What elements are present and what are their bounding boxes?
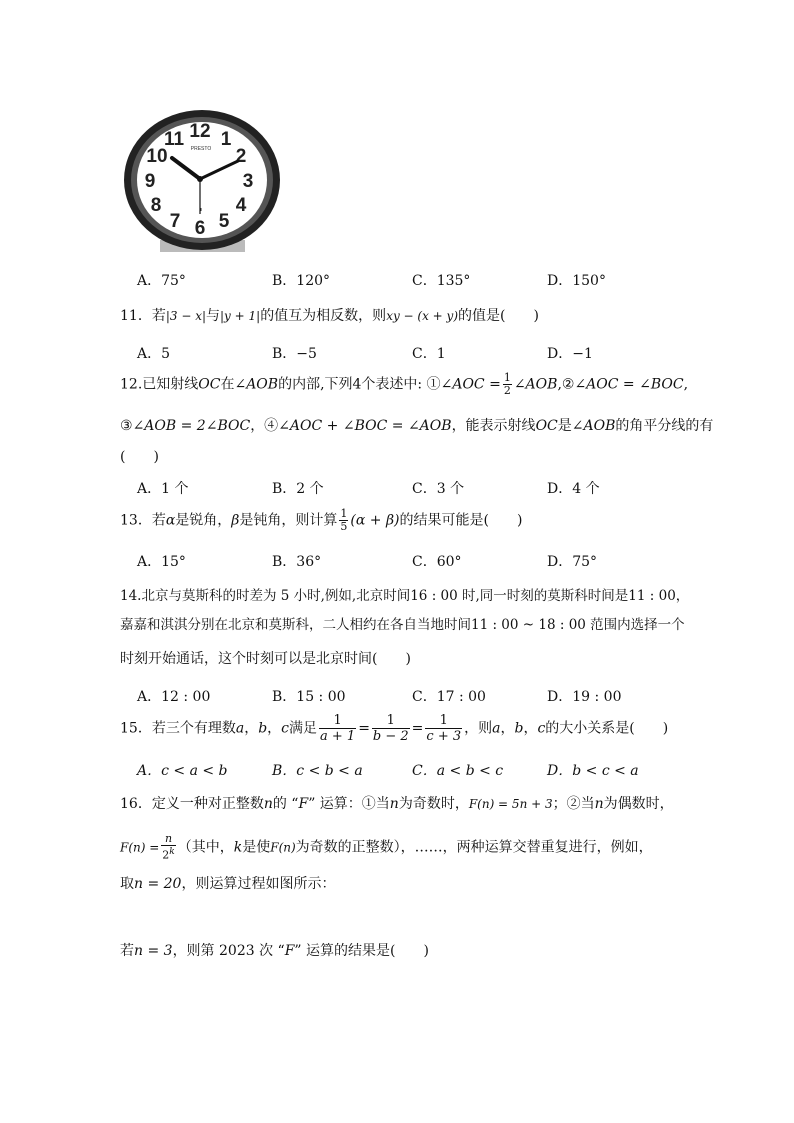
frac-base: 2 — [162, 848, 170, 862]
q12-t: 12.已知射线 — [120, 376, 199, 393]
q13-option-c: C．60° — [412, 554, 462, 570]
q12-t: ,② — [557, 376, 575, 393]
frac-num: 1 — [425, 713, 462, 729]
frac-den: a + 1 — [320, 729, 356, 744]
q12-oc: OC — [198, 376, 221, 393]
q11-expr3: xy − (x + y) — [386, 309, 459, 323]
q12-t: ③ — [120, 418, 133, 434]
clock-num-4: 4 — [235, 195, 247, 216]
clock-num-12: 12 — [189, 121, 211, 142]
clock-num-8: 8 — [150, 195, 162, 216]
q15-t: 15．若三个有理数 — [120, 720, 236, 737]
clock-num-5: 5 — [218, 211, 230, 232]
q15-t: ， — [523, 720, 538, 737]
q11-option-c: C．1 — [412, 346, 446, 362]
q14-option-d: D．19 : 00 — [547, 689, 622, 705]
q11-text2: 的值互为相反数，则 — [260, 308, 387, 324]
clock-num-11: 11 — [163, 129, 185, 150]
q13-option-b: B．36° — [272, 554, 322, 570]
q12-option-c: C．3 个 — [412, 481, 465, 497]
frac-num: 1 — [372, 713, 410, 729]
q15-fraction-3 — [425, 713, 462, 744]
clock-num-7: 7 — [169, 211, 181, 232]
q15-t: ， — [500, 720, 515, 737]
q16-t: 的 “ — [272, 796, 299, 812]
q15-option-c: C．a < b < c — [412, 763, 504, 779]
q11-stem — [120, 305, 539, 325]
q11-option-b: B．−5 — [272, 346, 317, 362]
clock-image — [120, 108, 285, 258]
q11-expr1: |3 − x| — [165, 309, 206, 323]
q11-num: 11．若 — [120, 308, 166, 324]
q12-fraction — [503, 372, 512, 397]
q15-option-a: A．c < a < b — [137, 763, 228, 779]
q12-line3: ( ) — [120, 449, 159, 465]
q16-var: F — [298, 796, 309, 812]
q15-fraction-1 — [319, 713, 356, 744]
q14-line3: 时刻开始通话，这个时刻可以是北京时间( ) — [120, 651, 411, 667]
q12-angle: ∠AOB — [571, 418, 616, 434]
q12-t: ，能表示射线 — [451, 418, 536, 434]
q13-fraction — [339, 508, 348, 533]
q16-t: ” 运算的结果是( ) — [294, 943, 429, 959]
q16-line4 — [120, 940, 429, 960]
q15-t: 满足 — [289, 720, 317, 737]
q12-option-b: B．2 个 — [272, 481, 324, 497]
q16-t: 16．定义一种对正整数 — [120, 796, 264, 812]
q16-expr: F(n) — [270, 840, 296, 855]
q16-t: 为奇数时， — [398, 796, 469, 812]
q12-t: ，④ — [250, 418, 279, 434]
q11-expr2: |y + 1| — [220, 309, 261, 323]
q15-t: ，则 — [464, 720, 493, 737]
q13-t: 是钝角，则计算 — [239, 512, 338, 529]
q13-beta: β — [231, 512, 240, 529]
frac-num: 1 — [340, 507, 348, 520]
clock-num-6: 6 — [194, 218, 206, 239]
q12-angle: ∠AOB — [234, 376, 279, 393]
frac-num: n — [161, 833, 175, 846]
q15-var: a — [492, 720, 501, 737]
clock-num-3: 3 — [242, 171, 254, 192]
clock-num-10: 10 — [146, 146, 168, 167]
q16-t: 是使 — [242, 839, 271, 856]
q12-t: 的角平分线的有 — [615, 418, 714, 434]
q12-expr: ∠AOB = 2∠BOC — [132, 418, 251, 434]
q15-t: ， — [267, 720, 282, 737]
q15-var: b — [514, 720, 524, 737]
q15-var: b — [258, 720, 268, 737]
q16-fraction — [161, 833, 175, 862]
q16-t: 为奇数的正整数），……，两种运算交替重复进行，例如， — [295, 839, 653, 856]
q12-t: , — [683, 376, 689, 393]
q16-t: 取 — [120, 876, 134, 892]
q12-expr: ∠AOC = — [440, 376, 501, 393]
q15-t: 的大小关系是( ) — [545, 720, 669, 737]
q14-option-a: A．12 : 00 — [137, 689, 211, 705]
q16-expr: F(n) = — [120, 840, 160, 855]
q14-option-b: B．15 : 00 — [272, 689, 346, 705]
q16-var: n — [594, 796, 604, 812]
q16-line1 — [120, 793, 674, 813]
frac-den: c + 3 — [426, 729, 462, 744]
q12-line2 — [120, 415, 713, 435]
q16-expr: n = 3 — [134, 943, 173, 959]
q16-var: F — [284, 943, 295, 959]
q10-option-d: D．150° — [547, 273, 606, 289]
frac-den: 2 — [503, 384, 511, 397]
q12-t: 在 — [220, 376, 235, 393]
q16-line3 — [120, 873, 335, 893]
frac-den — [161, 846, 175, 862]
q12-t: 的内部,下列4个表述中: ① — [278, 376, 441, 393]
clock-brand: PRESTO — [190, 146, 212, 152]
q16-t: 若 — [120, 943, 134, 959]
q12-line1 — [120, 372, 688, 397]
q12-oc: OC — [535, 418, 558, 434]
q12-option-d: D．4 个 — [547, 481, 600, 497]
q15-option-d: D．b < c < a — [547, 763, 639, 779]
clock-num-9: 9 — [144, 171, 156, 192]
q15-var: a — [235, 720, 245, 737]
q16-t: 为偶数时， — [603, 796, 674, 812]
q15-option-b: B．c < b < a — [272, 763, 363, 779]
q13-t: 13．若 — [120, 512, 166, 529]
frac-num: 1 — [503, 371, 511, 384]
frac-den: b − 2 — [372, 729, 409, 744]
q15-var: c — [281, 720, 289, 737]
q15-fraction-2 — [372, 713, 410, 744]
q13-expr: (α + β) — [350, 512, 400, 529]
clock-num-1: 1 — [220, 129, 232, 150]
q16-t: ；②当 — [552, 796, 595, 812]
q10-option-c: C．135° — [412, 273, 471, 289]
q15-var: c — [537, 720, 546, 737]
q16-expr: F(n) = 5n + 3 — [468, 797, 553, 811]
frac-num: 1 — [319, 713, 356, 729]
q11-text3: 的值是( ) — [458, 308, 539, 324]
q15-t: ， — [244, 720, 259, 737]
q15-eq: = — [411, 720, 424, 737]
q16-var: n — [389, 796, 399, 812]
q16-t: ” 运算：①当 — [308, 796, 390, 812]
clock-icon — [120, 108, 285, 258]
q13-t: 的结果可能是( ) — [399, 512, 523, 529]
q12-expr: ∠AOC = ∠BOC — [574, 376, 684, 393]
q11-option-a: A．5 — [137, 346, 171, 362]
q13-alpha: α — [165, 512, 176, 529]
frac-exp: k — [169, 847, 175, 857]
q10-option-b: B．120° — [272, 273, 331, 289]
frac-den: 5 — [340, 520, 348, 533]
q16-expr: n = 20 — [134, 876, 182, 892]
q13-option-d: D．75° — [547, 554, 598, 570]
q16-var: k — [233, 839, 243, 856]
q15-eq: = — [358, 720, 370, 737]
q10-option-a: A．75° — [137, 273, 186, 289]
q13-option-a: A．15° — [137, 554, 186, 570]
q12-option-a: A．1 个 — [137, 481, 189, 497]
q14-line2: 嘉嘉和淇淇分别在北京和莫斯科，二人相约在各自当地时间11 : 00 ~ 18 : 00 范围内选择一个 — [120, 617, 685, 633]
q14-option-c: C．17 : 00 — [412, 689, 486, 705]
q16-t: ，则运算过程如图所示： — [181, 876, 336, 892]
q16-var: n — [263, 796, 273, 812]
clock-num-2: 2 — [235, 146, 247, 167]
q16-t: ，则第 2023 次 “ — [172, 943, 285, 959]
q15-stem — [120, 713, 668, 744]
q12-expr: ∠AOC + ∠BOC = ∠AOB — [278, 418, 452, 434]
q16-line2 — [120, 833, 653, 862]
q12-t: 是 — [557, 418, 572, 434]
q11-option-d: D．−1 — [547, 346, 593, 362]
q16-t: （其中， — [177, 839, 234, 856]
q12-angle: ∠AOB — [513, 376, 558, 393]
q11-text: 与 — [206, 308, 220, 324]
q13-stem — [120, 508, 522, 533]
q13-t: 是锐角， — [175, 512, 232, 529]
q14-line1: 14.北京与莫斯科的时差为 5 小时,例如,北京时间16 : 00 时,同一时刻的莫斯科时间是11 : 00， — [120, 588, 690, 604]
